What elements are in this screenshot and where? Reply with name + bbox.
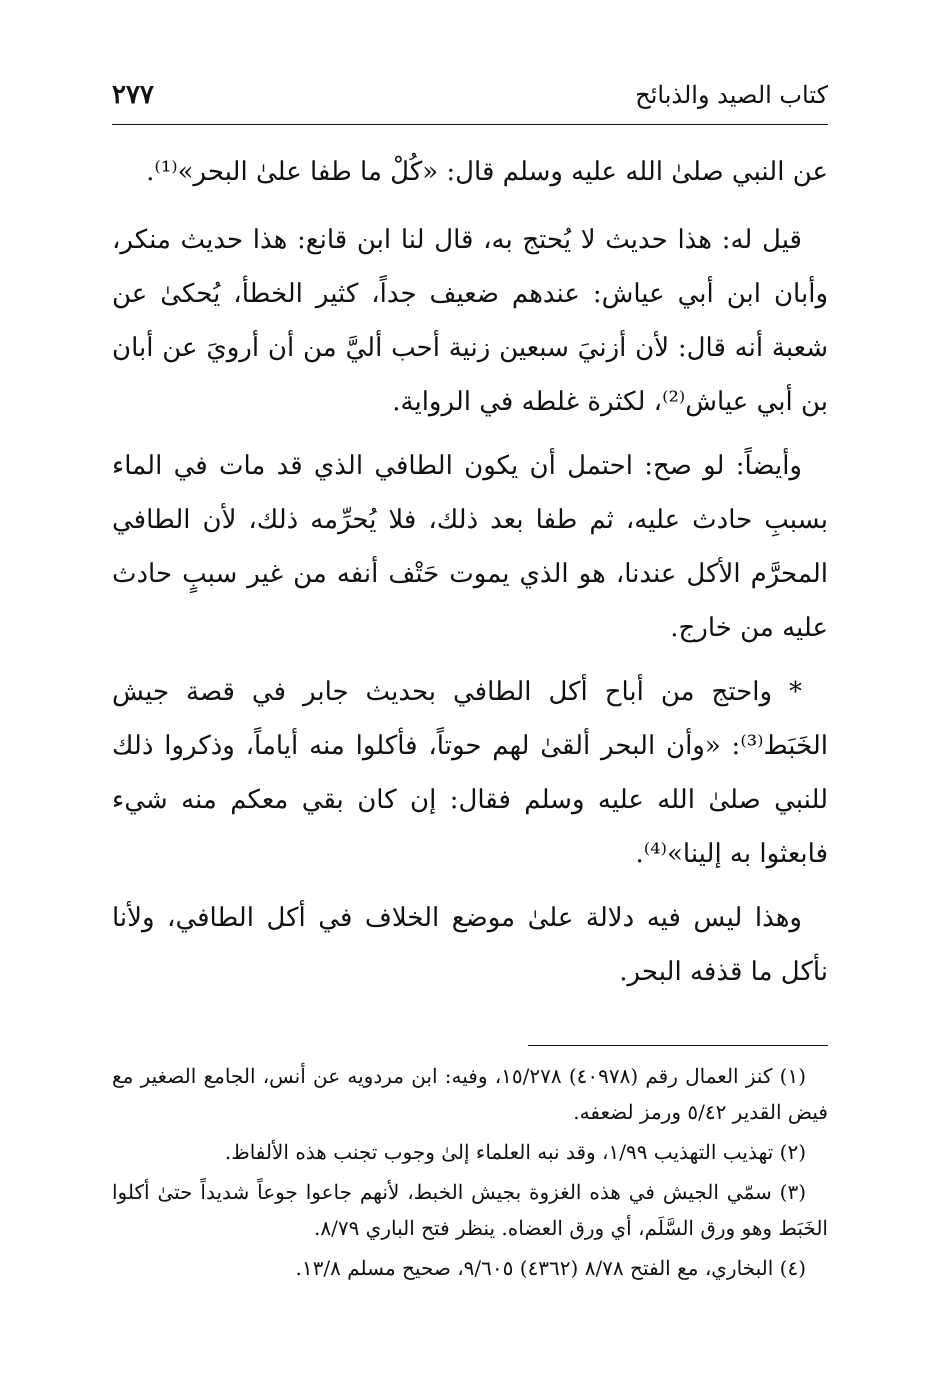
footnote: (١) كنز العمال رقم (٤٠٩٧٨) ١٥/٢٧٨، وفيه: ابن مردويه عن أنس، الجامع الصغير مع فيض القدير ٥/٤٢ ورمز لضعفه. bbox=[112, 1064, 828, 1124]
page-number: ٢٧٧ bbox=[112, 80, 154, 110]
main-text bbox=[112, 145, 828, 999]
page-header bbox=[112, 80, 828, 125]
paragraph: وهذا ليس فيه دلالة علىٰ موضع الخلاف في أكل الطافي، ولأنا نأكل ما قذفه البحر. bbox=[112, 903, 828, 987]
footnote: (٣) سمّي الجيش في هذه الغزوة بجيش الخبط، لأنهم جاعوا جوعاً شديداً حتىٰ أكلوا الخَبَط وهو ورق السَّلَم، أي ورق العضاه. ينظر فتح الباري ٨/٧٩. bbox=[112, 1180, 828, 1240]
paragraph: وأيضاً: لو صح: احتمل أن يكون الطافي الذي قد مات في الماء بسببِ حادث عليه، ثم طفا بعد ذلك، فلا يُحرِّمه ذلك، لأن الطافي المحرَّم الأكل عندنا، هو الذي يموت حَتْف أنفه من غير سببٍ حادث عليه من خارج. bbox=[112, 451, 828, 643]
footnote: (٢) تهذيب التهذيب ١/٩٩، وقد نبه العلماء إلىٰ وجوب تجنب هذه الألفاظ. bbox=[224, 1140, 806, 1164]
book-page bbox=[112, 80, 828, 1290]
paragraph: عن النبي صلىٰ الله عليه وسلم قال: «كُلْ ما طفا علىٰ البحر»⁽¹⁾. bbox=[146, 157, 828, 187]
footnotes bbox=[112, 1058, 828, 1286]
running-title: كتاب الصيد والذبائح bbox=[635, 81, 828, 109]
paragraph: قيل له: هذا حديث لا يُحتج به، قال لنا ابن قانع: هذا حديث منكر، وأبان ابن أبي عياش: عندهم ضعيف جداً، كثير الخطأ، يُحكىٰ عن شعبة أنه قال: لأن أزنيَ سبعين زنية أحب أليَّ من أن أرويَ عن أبان بن أبي عياش⁽²⁾، لكثرة غلطه في الرواية. bbox=[112, 225, 828, 417]
paragraph: * واحتج من أباح أكل الطافي بحديث جابر في قصة جيش الخَبَط⁽³⁾: «وأن البحر ألقىٰ لهم حوتاً، فأكلوا منه أياماً، وذكروا ذلك للنبي صلىٰ الله عليه وسلم فقال: إن كان بقي معكم منه شيء فابعثوا به إلينا»⁽⁴⁾. bbox=[112, 677, 828, 869]
footnote-divider bbox=[528, 1045, 828, 1046]
footnote: (٤) البخاري، مع الفتح ٨/٧٨ (٤٣٦٢) ٩/٦٠٥، صحيح مسلم ١٣/٨. bbox=[295, 1256, 806, 1280]
